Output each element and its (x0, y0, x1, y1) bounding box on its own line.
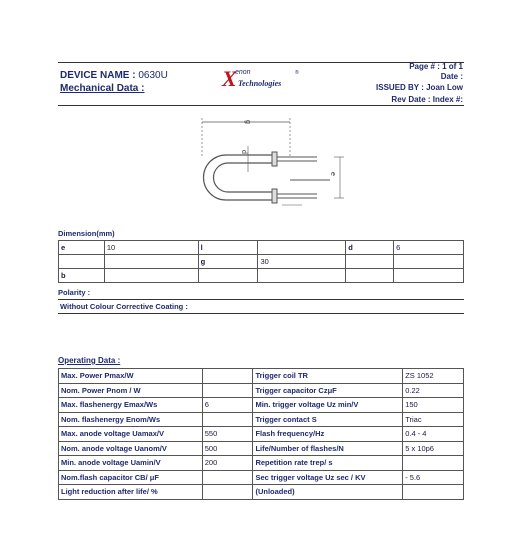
dimension-row (59, 255, 464, 269)
dimension-cell: 30 (258, 255, 346, 269)
dimension-cell: 10 (104, 241, 198, 255)
dimension-cell (258, 241, 346, 255)
dimension-cell (258, 269, 346, 283)
operating-row (59, 398, 464, 413)
dimension-cell (346, 255, 394, 269)
parameter-value: 6 (202, 398, 253, 413)
parameter-label: Min. anode voltage Uamin/V (59, 456, 203, 471)
mechanical-data-heading: Mechanical Data : (60, 83, 145, 94)
issued-by: ISSUED BY : Joan Low (376, 83, 463, 92)
parameter-label: Max. Power Pmax/W (59, 369, 203, 384)
parameter-value (202, 369, 253, 384)
company-logo: X enon Technologies ® (222, 66, 299, 91)
parameter-label: Nom. flashenergy Enom/Ws (59, 412, 203, 427)
parameter-value: 0.4 - 4 (403, 427, 464, 442)
dimension-cell: d (346, 241, 394, 255)
dimension-cell (394, 269, 464, 283)
dim-d-label: d (240, 150, 247, 154)
dim-g-label: g (244, 120, 251, 124)
parameter-label: Max. anode voltage Uamax/V (59, 427, 203, 442)
dimension-cell: 6 (394, 241, 464, 255)
coating-rule (58, 313, 464, 314)
operating-title: Operating Data : (58, 356, 121, 365)
dimension-table (58, 240, 464, 283)
parameter-label: Min. trigger voltage Uz min/V (253, 398, 403, 413)
operating-row (59, 470, 464, 485)
operating-row (59, 369, 464, 384)
parameter-label: Trigger capacitor CzμF (253, 383, 403, 398)
page-number: Page # : 1 of 1 (409, 62, 463, 71)
dimension-cell (394, 255, 464, 269)
parameter-value: 150 (403, 398, 464, 413)
parameter-value: 550 (202, 427, 253, 442)
operating-table (58, 368, 464, 500)
polarity-label: Polarity : (58, 288, 91, 297)
operating-row (59, 441, 464, 456)
parameter-label: Repetition rate trep/ s (253, 456, 403, 471)
dimension-cell (198, 269, 258, 283)
parameter-value (202, 383, 253, 398)
dimension-title: Dimension(mm) (58, 229, 115, 238)
dimension-cell: e (59, 241, 105, 255)
parameter-label: Trigger coil TR (253, 369, 403, 384)
dimension-cell (346, 269, 394, 283)
parameter-label: Nom.flash capacitor CB/ μF (59, 470, 203, 485)
dimension-cell (104, 269, 198, 283)
operating-row (59, 427, 464, 442)
parameter-value: Triac (403, 412, 464, 427)
dimension-cell (104, 255, 198, 269)
dim-e-label: e (329, 172, 336, 176)
operating-row (59, 383, 464, 398)
parameter-value (202, 412, 253, 427)
polarity-rule (58, 299, 464, 300)
parameter-value: 200 (202, 456, 253, 471)
date-field: Date : (440, 72, 463, 81)
parameter-value: - 5.6 (403, 470, 464, 485)
dimension-cell: b (59, 269, 105, 283)
parameter-value (403, 485, 464, 500)
operating-row (59, 456, 464, 471)
coating-label: Without Colour Corrective Coating : (60, 302, 188, 311)
parameter-value: 5 x 10p6 (403, 441, 464, 456)
operating-row (59, 412, 464, 427)
parameter-label: Trigger contact S (253, 412, 403, 427)
parameter-label: Nom. Power Pnom / W (59, 383, 203, 398)
parameter-label: Life/Number of flashes/N (253, 441, 403, 456)
rev-date-index: Rev Date : Index #: (391, 95, 463, 104)
parameter-label: (Unloaded) (253, 485, 403, 500)
dimension-cell: l (198, 241, 258, 255)
parameter-label: Max. flashenergy Emax/Ws (59, 398, 203, 413)
parameter-value (202, 470, 253, 485)
dimension-row (59, 241, 464, 255)
header-top-rule (58, 62, 464, 63)
lamp-drawing (190, 112, 350, 217)
device-name: DEVICE NAME : 0630U (60, 70, 168, 81)
header-bottom-rule (58, 105, 464, 106)
dimension-row (59, 269, 464, 283)
operating-row (59, 485, 464, 500)
parameter-value (403, 456, 464, 471)
parameter-value (202, 485, 253, 500)
parameter-label: Nom. anode voltage Uanom/V (59, 441, 203, 456)
dimension-cell (59, 255, 105, 269)
parameter-label: Flash frequency/Hz (253, 427, 403, 442)
parameter-value: 500 (202, 441, 253, 456)
parameter-label: Light reduction after life/ % (59, 485, 203, 500)
dimension-cell: g (198, 255, 258, 269)
parameter-label: Sec trigger voltage Uz sec / KV (253, 470, 403, 485)
parameter-value: 0.22 (403, 383, 464, 398)
parameter-value: ZS 1052 (403, 369, 464, 384)
